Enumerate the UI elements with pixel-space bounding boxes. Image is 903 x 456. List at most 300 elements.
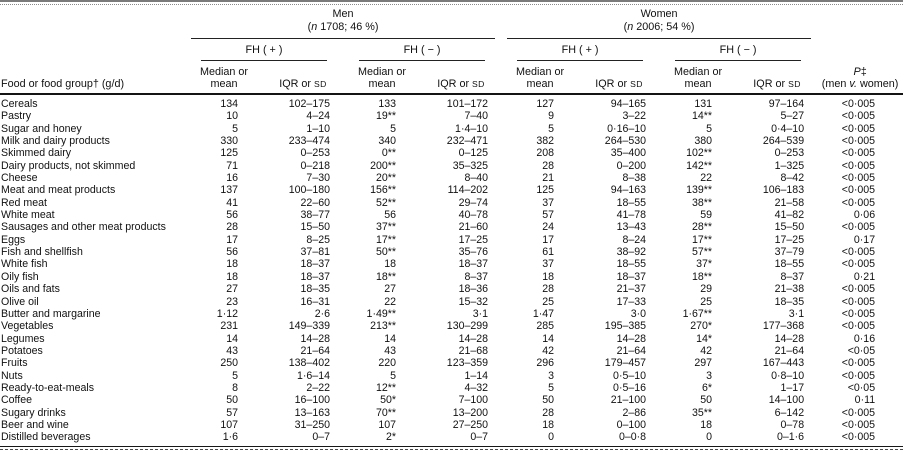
table-row	[0, 147, 903, 159]
value-cell: 0–125	[458, 147, 489, 160]
group-header-row	[0, 5, 903, 39]
value-cell: 19**	[375, 110, 396, 123]
food-column-header: Food or food group† (g/d)	[0, 61, 185, 94]
table-row	[0, 94, 903, 110]
value-cell: 220	[378, 357, 396, 370]
value-cell: 0·5–10	[613, 369, 647, 382]
table-row	[0, 296, 903, 308]
median-column-header: Median or mean	[343, 61, 421, 94]
value-cell: 18	[226, 270, 238, 283]
value-cell: 114–202	[447, 184, 489, 197]
iqr-column-header: IQR or SD	[579, 61, 659, 94]
value-cell: 5–27	[780, 110, 805, 123]
value-cell: 264–539	[762, 135, 805, 148]
value-cell: 16–31	[300, 295, 330, 308]
value-cell: 18	[226, 258, 238, 271]
p-cell: <0·005	[841, 172, 876, 185]
food-cell: Nuts	[1, 369, 23, 382]
value-cell: 28**	[692, 221, 713, 234]
value-cell: 21–100	[610, 394, 647, 407]
value-cell: 43	[384, 344, 396, 357]
p-cell: <0·005	[841, 283, 876, 296]
value-cell: 139**	[686, 184, 713, 197]
food-cell: Skimmed dairy	[1, 147, 72, 160]
value-cell: 14	[542, 332, 555, 345]
value-cell: 37–81	[300, 246, 330, 259]
p-cell: 0·11	[854, 394, 876, 407]
food-cell: Ready-to-eat-meals	[1, 381, 95, 394]
food-cell: Eggs	[1, 233, 26, 246]
value-cell: 56	[384, 209, 396, 222]
food-cell: Distilled beverages	[1, 431, 91, 444]
value-cell: 107	[220, 418, 238, 431]
value-cell: 14–28	[774, 332, 805, 345]
value-cell: 17**	[692, 233, 713, 246]
p-cell: <0·005	[841, 369, 876, 382]
value-cell: 35**	[692, 406, 713, 419]
value-cell: 1·6–14	[297, 369, 330, 382]
spacer-cell	[0, 39, 185, 61]
value-cell: 0	[548, 431, 555, 444]
table-body	[0, 94, 903, 444]
value-cell: 8–37	[780, 270, 805, 283]
value-cell: 1–10	[306, 122, 330, 135]
value-cell: 37–79	[774, 246, 805, 259]
table-row	[0, 431, 903, 443]
table-row	[0, 135, 903, 147]
food-cell: Coffee	[1, 394, 33, 407]
value-cell: 56	[226, 246, 238, 259]
value-cell: 18–36	[458, 283, 489, 296]
food-cell: Legumes	[1, 332, 45, 345]
value-cell: 1·47	[532, 307, 555, 320]
value-cell: 101–172	[446, 98, 489, 110]
value-cell: 18–35	[300, 283, 330, 296]
median-column-header: Median or mean	[501, 61, 579, 94]
table-row	[0, 184, 903, 196]
value-cell: 37*	[696, 258, 713, 271]
value-cell: 340	[378, 135, 396, 148]
value-cell: 25	[542, 295, 555, 308]
p-cell: <0·005	[841, 184, 876, 197]
value-cell: 4–32	[464, 381, 489, 394]
value-cell: 23	[226, 295, 238, 308]
p-cell: <0·005	[841, 357, 876, 370]
food-cell: White fish	[1, 258, 48, 271]
value-cell: 40–78	[458, 209, 489, 222]
value-cell: 21–60	[458, 221, 489, 234]
value-cell: 380	[694, 135, 713, 148]
value-cell: 17–25	[774, 233, 805, 246]
median-column-header: Median or mean	[185, 61, 263, 94]
food-cell: Olive oil	[1, 295, 39, 308]
table-row	[0, 110, 903, 122]
value-cell: 3·1	[472, 307, 489, 320]
iqr-column-header: IQR or SD	[421, 61, 501, 94]
value-cell: 25	[700, 295, 713, 308]
table-row	[0, 246, 903, 258]
food-cell: Cheese	[1, 172, 38, 185]
table-row	[0, 271, 903, 283]
p-column-header: P‡ (men v. women)	[817, 61, 903, 94]
value-cell: 382	[536, 135, 555, 148]
value-cell: 28	[542, 283, 555, 296]
food-cell: Fruits	[1, 357, 28, 370]
food-cell: Butter and margarine	[1, 307, 101, 320]
food-cell: Potatoes	[1, 344, 43, 357]
food-cell: Red meat	[1, 196, 47, 209]
value-cell: 131	[694, 98, 713, 110]
fh-header-row	[0, 39, 903, 61]
men-group-header	[185, 5, 501, 39]
value-cell: 18–55	[616, 196, 647, 209]
value-cell: 1–14	[464, 369, 489, 382]
value-cell: 16	[226, 172, 238, 185]
value-cell: 59	[700, 209, 713, 222]
value-cell: 41–82	[774, 209, 805, 222]
value-cell: 21–37	[616, 283, 647, 296]
value-cell: 21	[542, 172, 555, 185]
value-cell: 14*	[696, 332, 713, 345]
food-intake-table	[0, 5, 903, 444]
p-cell: <0·05	[847, 344, 876, 357]
value-cell: 138–402	[288, 357, 330, 370]
bottom-rule-solid	[0, 446, 903, 447]
value-cell: 24	[542, 221, 555, 234]
value-cell: 56	[226, 209, 238, 222]
p-cell: <0·005	[841, 147, 876, 160]
women-group-label: Women (n 2006; 54 %)	[507, 8, 811, 39]
value-cell: 102**	[686, 147, 713, 160]
value-cell: 21–38	[774, 283, 805, 296]
value-cell: 1–17	[780, 381, 805, 394]
food-cell: Sugary drinks	[1, 406, 66, 419]
value-cell: 14	[384, 332, 396, 345]
value-cell: 28	[542, 406, 555, 419]
value-cell: 27	[226, 283, 238, 296]
value-cell: 14–28	[300, 332, 330, 345]
value-cell: 7–100	[458, 394, 489, 407]
value-cell: 1·4–10	[455, 122, 489, 135]
value-cell: 100–180	[288, 184, 330, 197]
value-cell: 14**	[692, 110, 713, 123]
value-cell: 8–40	[464, 172, 489, 185]
p-cell: <0·005	[841, 246, 876, 259]
p-cell: <0·005	[841, 295, 876, 308]
table-row	[0, 407, 903, 419]
value-cell: 12**	[375, 381, 396, 394]
value-cell: 0–7	[470, 431, 489, 444]
fh-positive-label: FH ( + )	[517, 44, 643, 61]
value-cell: 8–37	[464, 270, 489, 283]
value-cell: 21–64	[774, 344, 805, 357]
table-row	[0, 345, 903, 357]
value-cell: 0·8–10	[771, 369, 805, 382]
value-cell: 13–200	[452, 406, 489, 419]
value-cell: 0–7	[312, 431, 330, 444]
women-group-header	[501, 5, 817, 39]
value-cell: 5	[390, 122, 396, 135]
value-cell: 57**	[692, 246, 713, 259]
value-cell: 42	[700, 344, 713, 357]
value-cell: 15–50	[300, 221, 330, 234]
value-cell: 18–37	[300, 258, 330, 271]
value-cell: 28	[226, 221, 238, 234]
value-cell: 8–38	[622, 172, 647, 185]
value-cell: 17	[542, 233, 555, 246]
value-cell: 18–37	[458, 258, 489, 271]
value-cell: 106–183	[762, 184, 805, 197]
table-row	[0, 234, 903, 246]
value-cell: 125	[536, 184, 555, 197]
food-cell: Cereals	[1, 98, 38, 110]
value-cell: 142**	[686, 159, 713, 172]
p-cell: <0·005	[841, 98, 876, 110]
table-row	[0, 382, 903, 394]
value-cell: 29	[700, 283, 713, 296]
value-cell: 5	[548, 122, 555, 135]
value-cell: 0–100	[616, 418, 647, 431]
table-row	[0, 172, 903, 184]
value-cell: 107	[378, 418, 396, 431]
food-cell: Beer and wine	[1, 418, 69, 431]
value-cell: 0·4–10	[771, 122, 805, 135]
value-cell: 232–471	[446, 135, 489, 148]
value-cell: 9	[548, 110, 555, 123]
table-row	[0, 333, 903, 345]
value-cell: 50	[542, 394, 555, 407]
value-cell: 18–35	[774, 295, 805, 308]
p-cell: 0·16	[853, 332, 876, 345]
value-cell: 149–339	[288, 320, 330, 333]
p-cell: <0·005	[841, 406, 876, 419]
median-column-header: Median or mean	[659, 61, 737, 94]
column-header-row	[0, 61, 903, 94]
value-cell: 27–250	[452, 418, 489, 431]
value-cell: 50	[700, 394, 713, 407]
value-cell: 17–33	[616, 295, 647, 308]
value-cell: 0–253	[300, 147, 330, 160]
p-cell: 0·06	[853, 209, 876, 222]
table-row	[0, 258, 903, 270]
value-cell: 15–32	[458, 295, 489, 308]
value-cell: 4–24	[306, 110, 330, 123]
value-cell: 14–28	[458, 332, 489, 345]
value-cell: 22	[384, 295, 396, 308]
value-cell: 264–530	[604, 135, 647, 148]
food-cell: Fish and shellfish	[1, 246, 83, 259]
iqr-column-header: IQR or SD	[737, 61, 817, 94]
value-cell: 250	[220, 357, 238, 370]
women-fh-negative-header	[659, 39, 817, 61]
value-cell: 0	[706, 431, 713, 444]
table-row	[0, 308, 903, 320]
table-row	[0, 209, 903, 221]
top-rule-solid	[0, 0, 903, 2]
value-cell: 50	[226, 394, 238, 407]
value-cell: 94–165	[610, 98, 647, 110]
value-cell: 43	[226, 344, 238, 357]
value-cell: 1–325	[774, 159, 805, 172]
value-cell: 123–359	[446, 357, 489, 370]
value-cell: 71	[226, 159, 238, 172]
value-cell: 18–37	[616, 270, 647, 283]
value-cell: 37	[542, 196, 555, 209]
value-cell: 20**	[375, 172, 396, 185]
value-cell: 16–100	[294, 394, 330, 407]
value-cell: 21–64	[300, 344, 330, 357]
iqr-column-header: IQR or SD	[263, 61, 343, 94]
fh-positive-label: FH ( + )	[201, 44, 327, 61]
value-cell: 28	[542, 159, 555, 172]
value-cell: 70**	[375, 406, 396, 419]
value-cell: 0–0·8	[618, 431, 647, 444]
value-cell: 0–253	[774, 147, 805, 160]
value-cell: 38–92	[616, 246, 647, 259]
value-cell: 15–50	[774, 221, 805, 234]
value-cell: 0–78	[780, 418, 805, 431]
food-cell: Sausages and other meat products	[1, 221, 166, 234]
value-cell: 0–200	[616, 159, 647, 172]
value-cell: 41–78	[616, 209, 647, 222]
food-cell: Milk and dairy products	[1, 135, 110, 148]
value-cell: 285	[536, 320, 555, 333]
value-cell: 18	[542, 418, 555, 431]
value-cell: 18**	[692, 270, 713, 283]
value-cell: 5	[390, 369, 396, 382]
value-cell: 231	[220, 320, 238, 333]
value-cell: 14–28	[616, 332, 647, 345]
p-cell: <0·005	[841, 431, 876, 444]
food-cell: Pastry	[1, 110, 32, 123]
value-cell: 18	[700, 418, 713, 431]
value-cell: 97–164	[768, 98, 805, 110]
value-cell: 31–250	[294, 418, 330, 431]
value-cell: 18	[384, 258, 396, 271]
table-row	[0, 221, 903, 233]
value-cell: 3·1	[788, 307, 805, 320]
value-cell: 21–58	[774, 196, 805, 209]
value-cell: 125	[220, 147, 238, 160]
value-cell: 297	[694, 357, 713, 370]
value-cell: 0–218	[300, 159, 330, 172]
men-fh-negative-header	[343, 39, 501, 61]
fh-negative-label: FH ( − )	[359, 44, 485, 61]
value-cell: 2·6	[314, 307, 330, 320]
value-cell: 179–457	[604, 357, 647, 370]
bottom-rule-dashed	[0, 449, 903, 450]
value-cell: 130–299	[446, 320, 489, 333]
value-cell: 18**	[375, 270, 396, 283]
value-cell: 2–22	[306, 381, 330, 394]
value-cell: 1·49**	[366, 307, 396, 320]
value-cell: 8	[232, 381, 238, 394]
value-cell: 5	[706, 122, 713, 135]
value-cell: 200**	[370, 159, 396, 172]
p-cell: 0·17	[853, 233, 876, 246]
value-cell: 35–400	[610, 147, 647, 160]
value-cell: 7–40	[464, 110, 489, 123]
value-cell: 17–25	[458, 233, 489, 246]
p-cell: <0·005	[841, 320, 876, 333]
value-cell: 50*	[380, 394, 396, 407]
value-cell: 5	[232, 122, 238, 135]
value-cell: 133	[378, 98, 396, 110]
value-cell: 18–55	[774, 258, 805, 271]
food-cell: Sugar and honey	[1, 122, 82, 135]
value-cell: 21–68	[458, 344, 489, 357]
table-row	[0, 283, 903, 295]
value-cell: 3–22	[622, 110, 647, 123]
value-cell: 17	[226, 233, 238, 246]
value-cell: 29–74	[458, 196, 489, 209]
value-cell: 1·6	[222, 431, 238, 444]
table-header	[0, 5, 903, 94]
value-cell: 35–76	[458, 246, 489, 259]
value-cell: 213**	[370, 320, 396, 333]
value-cell: 1·67**	[682, 307, 713, 320]
value-cell: 167–443	[762, 357, 805, 370]
value-cell: 35–325	[452, 159, 489, 172]
value-cell: 296	[536, 357, 555, 370]
value-cell: 7–30	[306, 172, 330, 185]
p-cell: <0·005	[841, 221, 876, 234]
p-cell: <0·005	[841, 258, 876, 271]
fh-negative-label: FH ( − )	[675, 44, 801, 61]
value-cell: 18–55	[616, 258, 647, 271]
value-cell: 137	[220, 184, 238, 197]
value-cell: 8–25	[306, 233, 330, 246]
food-cell: Oils and fats	[1, 283, 60, 296]
value-cell: 52**	[375, 196, 396, 209]
value-cell: 102–175	[288, 98, 330, 110]
value-cell: 156**	[370, 184, 396, 197]
value-cell: 18	[542, 270, 555, 283]
value-cell: 127	[536, 98, 555, 110]
value-cell: 38**	[692, 196, 713, 209]
value-cell: 17**	[375, 233, 396, 246]
p-cell: <0·005	[841, 110, 876, 123]
value-cell: 0·16–10	[607, 122, 647, 135]
p-cell: <0·005	[841, 122, 876, 135]
table-row	[0, 197, 903, 209]
table-row	[0, 123, 903, 135]
value-cell: 134	[220, 98, 238, 110]
p-cell: 0·21	[853, 270, 876, 283]
value-cell: 3	[706, 369, 713, 382]
value-cell: 177–368	[762, 320, 805, 333]
value-cell: 14	[226, 332, 238, 345]
value-cell: 50**	[375, 246, 396, 259]
women-fh-positive-header	[501, 39, 659, 61]
value-cell: 22–60	[300, 196, 330, 209]
p-cell: <0·005	[841, 135, 876, 148]
value-cell: 37**	[375, 221, 396, 234]
value-cell: 3	[548, 369, 555, 382]
p-cell: <0·005	[841, 418, 876, 431]
food-cell: Oily fish	[1, 270, 39, 283]
value-cell: 61	[542, 246, 555, 259]
value-cell: 57	[542, 209, 555, 222]
value-cell: 22	[700, 172, 713, 185]
table-row	[0, 320, 903, 332]
value-cell: 6–142	[774, 406, 805, 419]
value-cell: 8–42	[780, 172, 805, 185]
value-cell: 5	[548, 381, 555, 394]
food-cell: White meat	[1, 209, 55, 222]
value-cell: 0**	[381, 147, 396, 160]
value-cell: 94–163	[610, 184, 647, 197]
